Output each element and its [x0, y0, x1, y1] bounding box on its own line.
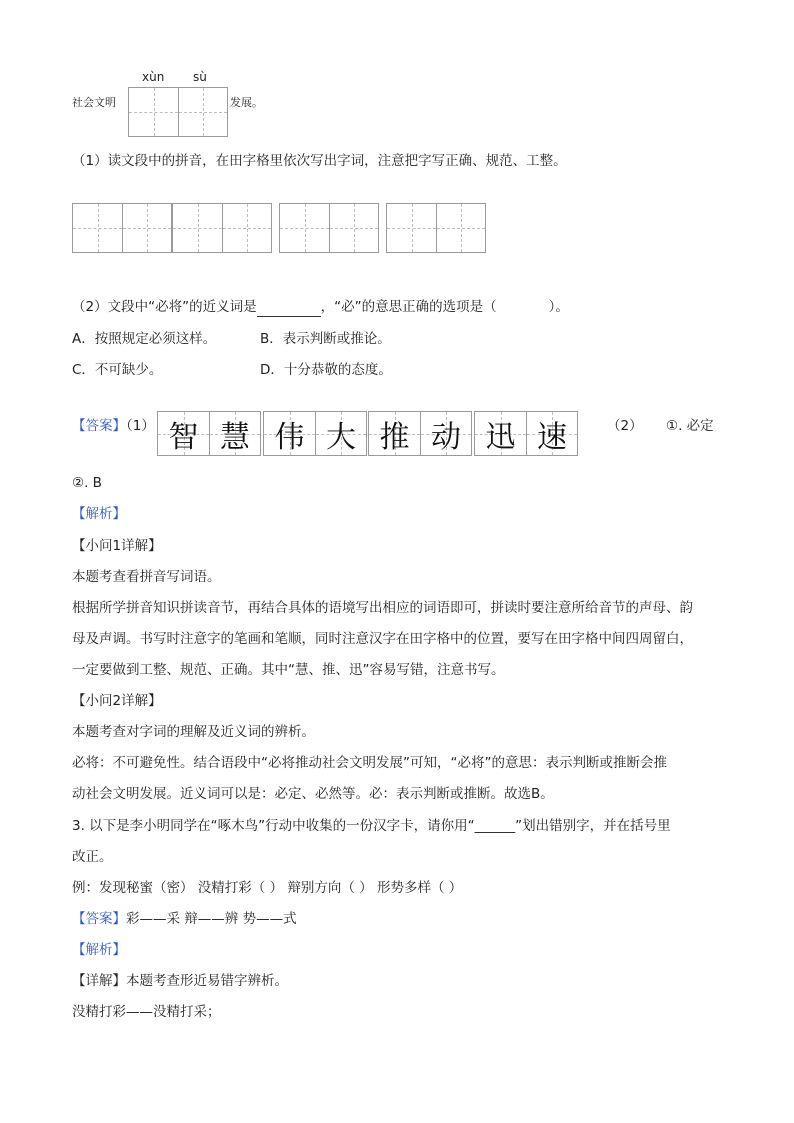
- question-3-line2: 改正。: [72, 849, 113, 865]
- pinyin-su: sù: [193, 70, 207, 84]
- answer-grid-2: [172, 203, 272, 253]
- question-2-part-b: ，“必”的意思正确的选项是（: [320, 299, 497, 315]
- grid-cell[interactable]: [329, 204, 378, 252]
- grid-cell[interactable]: [280, 204, 329, 252]
- option-b: B．表示判断或推论。: [260, 331, 391, 347]
- detail-text: 本题考查形近易错字辨析。: [126, 973, 288, 989]
- option-d: D．十分恭敬的态度。: [260, 362, 392, 378]
- option-c: C．不可缺少。: [72, 362, 163, 378]
- grid-cell: [369, 412, 420, 455]
- grid-cell: [420, 412, 471, 455]
- grid-cell: [475, 412, 526, 455]
- answer-char: 智: [168, 419, 199, 455]
- grid-cell: [315, 412, 366, 455]
- answer-char: 大: [326, 419, 356, 455]
- subquestion-1-label: 【小问1详解】: [72, 538, 162, 554]
- grid-cell[interactable]: [129, 88, 178, 136]
- answer-char: 推: [379, 419, 410, 455]
- answer-part-2: （2）: [607, 418, 643, 434]
- answer-char: 慧: [220, 419, 250, 455]
- question-2: [72, 298, 569, 317]
- answer-char: 动: [431, 419, 461, 455]
- answer-word-4: [474, 411, 578, 456]
- question-3-example: 例：发现秘蜜（密） 没精打彩（ ） 辩别方向（ ） 形势多样（ ）: [72, 880, 463, 896]
- answer-char: 伟: [274, 419, 305, 455]
- detail-label: 【详解】: [72, 973, 126, 989]
- subquestion-2-label: 【小问2详解】: [72, 693, 162, 709]
- grid-cell: [209, 412, 260, 455]
- question-3-last: 没精打彩——没精打采；: [72, 1004, 221, 1020]
- option-a: A．按照规定必须这样。: [72, 331, 217, 347]
- answer-word-1: [157, 411, 261, 456]
- analysis-p2-line3: 一定要做到工整、规范、正确。其中“慧、推、迅”容易写错，注意书写。: [72, 662, 505, 678]
- answer-char: 速: [537, 419, 567, 455]
- grid-cell[interactable]: [73, 204, 122, 252]
- blank-synonym[interactable]: [257, 298, 321, 317]
- analysis-label: 【解析】: [72, 506, 126, 522]
- analysis-p2-line1: 根据所学拼音知识拼读音节，再结合具体的语境写出相应的词语即可，拼读时要注意所给音节的声母、韵: [72, 600, 693, 616]
- analysis-p3: 本题考查对字词的理解及近义词的辨析。: [72, 724, 315, 740]
- answer-circ-1: ①. 必定: [666, 418, 714, 434]
- question-3-answer: [72, 910, 297, 928]
- analysis-p1: 本题考查看拼音写词语。: [72, 569, 221, 585]
- answer-prefix: （1）: [126, 418, 155, 434]
- answer-grid-1: [72, 203, 172, 253]
- answer-grid-3: [279, 203, 379, 253]
- top-prefix: 社会文明: [72, 96, 116, 109]
- answer-label-line: [72, 417, 155, 435]
- question-1: （1）读文段中的拼音，在田字格里依次写出字词，注意把字写正确、规范、工整。: [72, 153, 567, 169]
- answer-word-3: [368, 411, 472, 456]
- answer-circ-2: ②. B: [72, 475, 102, 491]
- analysis-p2-line2: 母及声调。书写时注意字的笔画和笔顺，同时注意汉字在田字格中的位置，要写在田字格中间四周留白，: [72, 631, 693, 647]
- grid-cell: [158, 412, 209, 455]
- grid-cell[interactable]: [222, 204, 271, 252]
- grid-cell[interactable]: [173, 204, 222, 252]
- pinyin-xun: xùn: [142, 70, 165, 84]
- question-3-line1: 3. 以下是李小明同学在“啄木鸟”行动中收集的一份汉字卡，请你用“______”划出错别字，并在括号里: [72, 818, 671, 834]
- pinyin-grid: [128, 87, 228, 137]
- grid-cell[interactable]: [387, 204, 436, 252]
- grid-cell: [526, 412, 577, 455]
- answer-label: 【答案】: [72, 418, 126, 434]
- analysis-p4-line1: 必将：不可避免性。结合语段中“必将推动社会文明发展”可知，“必将”的意思：表示判断或推断会推: [72, 755, 667, 771]
- grid-cell: [264, 412, 315, 455]
- grid-cell[interactable]: [122, 204, 171, 252]
- grid-cell[interactable]: [436, 204, 485, 252]
- grid-cell[interactable]: [178, 88, 227, 136]
- answer-text: 彩——采 辩——辨 势——式: [126, 911, 297, 927]
- answer-grid-4: [386, 203, 486, 253]
- answer-char: 迅: [485, 419, 516, 455]
- question-3-detail: [72, 972, 288, 990]
- question-2-part-c: ）。: [548, 299, 569, 315]
- answer-word-2: [263, 411, 367, 456]
- answer-label: 【答案】: [72, 911, 126, 927]
- analysis-label: 【解析】: [72, 942, 126, 958]
- analysis-p4-line2: 动社会文明发展。近义词可以是：必定、必然等。必：表示判断或推断。故选B。: [72, 786, 554, 802]
- top-suffix: 发展。: [230, 96, 263, 109]
- question-2-part-a: （2）文段中“必将”的近义词是: [72, 299, 257, 315]
